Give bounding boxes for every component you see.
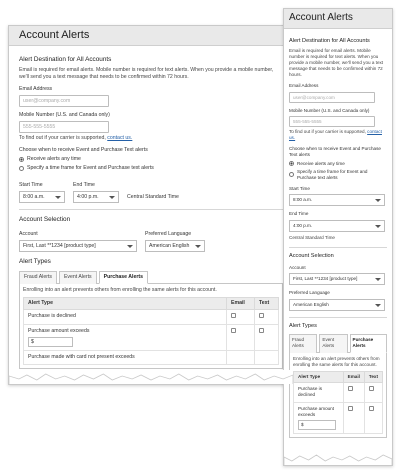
mobile-label: Mobile Number (U.S. and Canada only) bbox=[19, 111, 110, 118]
destination-title: Alert Destination for All Accounts bbox=[19, 56, 112, 63]
col-alert-type: Alert Type bbox=[294, 371, 344, 382]
carrier-help-text: To find out if your carrier is supported, bbox=[289, 128, 366, 134]
language-value: American English bbox=[293, 301, 329, 307]
end-time-label: End Time bbox=[289, 211, 309, 217]
row-label: Purchase is declined bbox=[24, 310, 227, 325]
contact-us-link[interactable]: contact us. bbox=[107, 134, 133, 141]
radio-selected-icon bbox=[19, 157, 24, 162]
carrier-help-text: To find out if your carrier is supported, bbox=[19, 134, 106, 141]
tab-purchase-alerts[interactable]: Purchase Alerts bbox=[350, 334, 387, 352]
email-checkbox[interactable] bbox=[348, 406, 353, 411]
row-label: Purchase amount exceeds bbox=[298, 405, 335, 417]
torn-edge bbox=[284, 451, 392, 466]
email-field[interactable]: user@company.com bbox=[19, 95, 109, 107]
amount-input[interactable]: $ bbox=[298, 420, 336, 430]
tab-fraud-alerts[interactable]: Fraud Alerts bbox=[19, 271, 57, 284]
tab-event-alerts[interactable]: Event Alerts bbox=[59, 271, 97, 284]
row-label: Purchase amount exceeds bbox=[28, 328, 90, 335]
row-label: Purchase made with card not present exceeds bbox=[24, 351, 227, 365]
account-select[interactable] bbox=[19, 240, 137, 252]
col-text: Text bbox=[255, 298, 279, 310]
end-time-select[interactable] bbox=[289, 220, 385, 232]
start-time-select[interactable] bbox=[19, 191, 65, 203]
mobile-view bbox=[283, 8, 393, 466]
tab-event-alerts[interactable]: Event Alerts bbox=[319, 334, 347, 352]
amount-input[interactable]: $ bbox=[28, 337, 73, 347]
contact-us-link[interactable]: contact us. bbox=[289, 128, 382, 141]
radio-specify-label: Specify a time frame for Event and Purchase text alerts bbox=[297, 168, 368, 180]
col-email: Email bbox=[227, 298, 255, 310]
start-time-label: Start Time bbox=[289, 186, 310, 192]
mobile-label: Mobile Number (U.S. and Canada only) bbox=[289, 107, 370, 113]
chevron-down-icon bbox=[127, 245, 133, 248]
enroll-note: Enrolling into an alert prevents others from enrolling the same alerts for this account. bbox=[23, 287, 217, 294]
email-label: Email Address bbox=[289, 83, 319, 89]
carrier-help bbox=[289, 129, 387, 141]
destination-description: Email is required for email alerts. Mobile number is required for text alerts. When you provide a mobile number, we'll send you a text message that needs to be confirmed within 72 hours. bbox=[19, 66, 274, 80]
account-value: First, Last **1234 [product type] bbox=[23, 243, 96, 250]
table-row bbox=[24, 325, 279, 351]
alert-types-title: Alert Types bbox=[19, 258, 51, 266]
col-alert-type: Alert Type bbox=[24, 298, 227, 310]
alert-tabs bbox=[289, 334, 387, 352]
enroll-note: Enrolling into an alert prevents others from enrolling the same alerts for this account. bbox=[293, 355, 380, 367]
radio-icon bbox=[289, 172, 294, 177]
destination-description: Email is required for email alerts. Mobile number is required for text alerts. When you provide a mobile number, we'll send you a text message that needs to be confirmed within 72 hours. bbox=[289, 47, 384, 78]
language-label: Preferred Language bbox=[145, 231, 192, 238]
radio-specify-time[interactable] bbox=[289, 169, 387, 181]
language-select[interactable] bbox=[145, 240, 205, 252]
start-time-label: Start Time bbox=[19, 181, 43, 188]
text-checkbox[interactable] bbox=[369, 386, 374, 391]
account-value: First, Last **1234 [product type] bbox=[293, 276, 358, 282]
alert-tab-panel bbox=[19, 283, 283, 369]
language-value: American English bbox=[149, 243, 190, 250]
radio-any-time[interactable] bbox=[289, 161, 387, 167]
chevron-down-icon bbox=[55, 196, 61, 199]
end-time-select[interactable] bbox=[73, 191, 119, 203]
table-row bbox=[24, 351, 279, 365]
col-text: Text bbox=[364, 371, 382, 382]
mobile-field[interactable]: 555-555-5555 bbox=[289, 116, 375, 127]
desktop-view bbox=[8, 25, 294, 385]
chevron-down-icon bbox=[375, 199, 381, 202]
chevron-down-icon bbox=[375, 304, 381, 307]
page-title: Account Alerts bbox=[284, 9, 392, 29]
account-selection-title: Account Selection bbox=[289, 252, 334, 259]
alert-types-title: Alert Types bbox=[289, 322, 317, 329]
text-checkbox[interactable] bbox=[369, 406, 374, 411]
email-checkbox[interactable] bbox=[231, 328, 236, 333]
tab-fraud-alerts[interactable]: Fraud Alerts bbox=[289, 334, 317, 352]
col-email: Email bbox=[343, 371, 364, 382]
email-checkbox[interactable] bbox=[231, 313, 236, 318]
account-selection-title: Account Selection bbox=[19, 215, 71, 223]
language-label: Preferred Language bbox=[289, 290, 330, 296]
table-header bbox=[24, 298, 279, 310]
alert-table bbox=[293, 371, 383, 434]
chevron-down-icon bbox=[375, 278, 381, 281]
mobile-field[interactable]: 555-555-5555 bbox=[19, 121, 109, 133]
text-checkbox[interactable] bbox=[259, 313, 264, 318]
table-row bbox=[294, 383, 383, 402]
chevron-down-icon bbox=[195, 245, 201, 248]
email-field[interactable]: user@company.com bbox=[289, 92, 375, 103]
alert-table bbox=[23, 297, 279, 365]
page-title: Account Alerts bbox=[9, 26, 293, 46]
row-label: Purchase is declined bbox=[294, 383, 344, 402]
table-row bbox=[24, 310, 279, 325]
tab-purchase-alerts[interactable]: Purchase Alerts bbox=[99, 271, 148, 284]
start-time-select[interactable] bbox=[289, 194, 385, 206]
account-label: Account bbox=[289, 265, 306, 271]
end-time-value: 4:00 p.m. bbox=[77, 193, 99, 200]
timing-question: Choose when to receive Event and Purchase Text alerts bbox=[19, 146, 148, 153]
divider bbox=[19, 209, 283, 210]
radio-specify-label: Specify a time frame for Event and Purchase text alerts bbox=[27, 164, 154, 171]
text-checkbox[interactable] bbox=[259, 328, 264, 333]
chevron-down-icon bbox=[375, 225, 381, 228]
start-time-value: 8:00 a.m. bbox=[293, 197, 313, 203]
divider bbox=[289, 317, 387, 318]
radio-specify-time[interactable] bbox=[19, 165, 283, 172]
alert-tab-panel bbox=[289, 352, 387, 438]
start-time-value: 8:00 a.m. bbox=[23, 193, 45, 200]
radio-icon bbox=[19, 166, 24, 171]
divider bbox=[289, 247, 387, 248]
carrier-help bbox=[19, 135, 283, 142]
account-select[interactable] bbox=[289, 273, 385, 285]
radio-any-time[interactable] bbox=[19, 156, 283, 163]
timezone-label: Central Standard Time bbox=[289, 234, 335, 240]
language-select[interactable] bbox=[289, 299, 385, 311]
account-label: Account bbox=[19, 231, 38, 238]
table-row bbox=[294, 402, 383, 433]
radio-any-time-label: Receive alerts any time bbox=[27, 155, 81, 162]
destination-title: Alert Destination for All Accounts bbox=[289, 38, 370, 44]
chevron-down-icon bbox=[109, 196, 115, 199]
radio-any-time-label: Receive alerts any time bbox=[297, 160, 345, 166]
timezone-label: Central Standard Time bbox=[127, 193, 179, 200]
torn-edge bbox=[9, 370, 293, 385]
email-checkbox[interactable] bbox=[348, 386, 353, 391]
radio-selected-icon bbox=[289, 161, 294, 166]
end-time-label: End Time bbox=[73, 181, 95, 188]
email-label: Email Address bbox=[19, 85, 53, 92]
table-header bbox=[294, 371, 383, 382]
end-time-value: 4:00 p.m. bbox=[293, 222, 313, 228]
timing-question: Choose when to receive Event and Purchase Text alerts bbox=[289, 146, 381, 158]
